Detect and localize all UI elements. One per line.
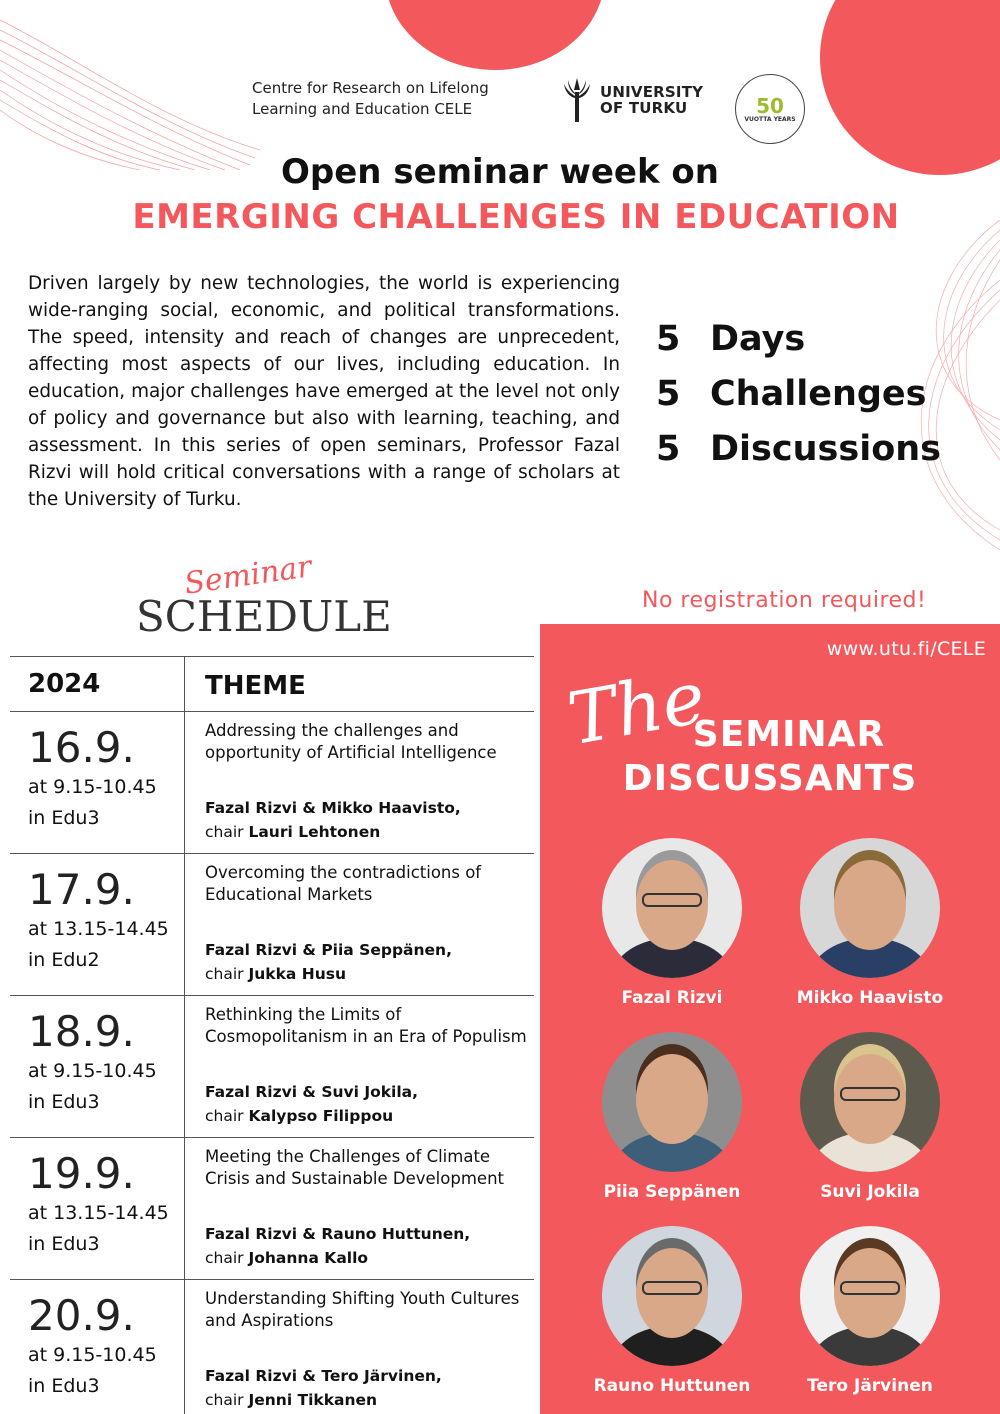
discussant-card (770, 838, 970, 1008)
discussant-card (572, 838, 772, 1008)
session-room: in Edu3 (28, 1091, 100, 1113)
website-link[interactable]: www.utu.fi/CELE (826, 638, 986, 660)
session-room: in Edu2 (28, 949, 100, 971)
session-date: 18.9. (28, 1007, 135, 1056)
column-header-theme: THEME (205, 671, 306, 701)
panel-heading-line1: SEMINAR (692, 714, 886, 755)
session-date: 20.9. (28, 1291, 135, 1340)
table-header (10, 656, 534, 712)
intro-paragraph: Driven largely by new technologies, the world is experiencing wide-ranging social, economic, and political transformations. The speed, intensity and reach of changes are unprecedent, affecting most aspects of our lives, including education. In education, major challenges have emerged at the level not only of policy and governance but also with learning, teaching, and assessment. In this series of open seminars, Professor Fazal Rizvi will hold critical conversations with a range of scholars at the University of Turku. (28, 273, 620, 510)
discussant-card (770, 1032, 970, 1202)
session-chair: chair Johanna Kallo (205, 1249, 369, 1267)
highlight-item: 5 Challenges (656, 374, 927, 414)
session-chair: chair Jenni Tikkanen (205, 1391, 378, 1409)
discussant-card (572, 1226, 772, 1396)
highlight-item: 5 Days (656, 319, 806, 359)
decorative-circle (820, 0, 1000, 175)
avatar (602, 838, 742, 978)
session-speakers: Fazal Rizvi & Piia Seppänen, (205, 941, 452, 959)
discussants-panel (540, 624, 1000, 1414)
discussant-name: Tero Järvinen (807, 1376, 933, 1396)
session-details (185, 1280, 534, 1414)
session-time: at 9.15-10.45 (28, 776, 157, 798)
org-name (252, 78, 489, 120)
highlight-item: 5 Discussions (656, 429, 942, 469)
session-theme: Meeting the Challenges of Climate Crisis and Sustainable Development (205, 1147, 504, 1188)
university-logo (562, 78, 703, 122)
session-date: 17.9. (28, 865, 135, 914)
table-row (10, 1280, 534, 1414)
session-when (10, 712, 185, 853)
session-time: at 9.15-10.45 (28, 1060, 157, 1082)
session-theme: Overcoming the contradictions of Educational Markets (205, 863, 482, 904)
avatar (602, 1226, 742, 1366)
schedule-heading: SCHEDULE (136, 592, 392, 641)
session-date: 19.9. (28, 1149, 135, 1198)
session-time: at 9.15-10.45 (28, 1344, 157, 1366)
session-date: 16.9. (28, 723, 135, 772)
org-name-line1: Centre for Research on Lifelong (252, 79, 489, 97)
schedule-table (10, 656, 534, 1414)
discussant-card (572, 1032, 772, 1202)
table-row (10, 712, 534, 854)
session-when (10, 854, 185, 995)
avatar (800, 838, 940, 978)
session-when (10, 1280, 185, 1414)
session-details (185, 996, 534, 1137)
torch-icon (562, 78, 592, 122)
session-time: at 13.15-14.45 (28, 1202, 169, 1224)
page-title: Open seminar week on (280, 152, 719, 192)
session-chair: chair Kalypso Filippou (205, 1107, 394, 1125)
table-row (10, 1138, 534, 1280)
session-theme: Understanding Shifting Youth Cultures and Aspirations (205, 1289, 520, 1330)
table-row (10, 996, 534, 1138)
avatar (602, 1032, 742, 1172)
discussant-card (770, 1226, 970, 1396)
session-when (10, 996, 185, 1137)
session-speakers: Fazal Rizvi & Rauno Huttunen, (205, 1225, 471, 1243)
schedule-script-word: Seminar (182, 549, 314, 602)
session-details (185, 854, 534, 995)
session-details (185, 1138, 534, 1279)
session-room: in Edu3 (28, 1233, 100, 1255)
session-when (10, 1138, 185, 1279)
page-subtitle: EMERGING CHALLENGES IN EDUCATION (132, 197, 900, 237)
session-theme: Addressing the challenges and opportunity of Artificial Intelligence (205, 721, 497, 762)
panel-script-word: The (561, 654, 712, 762)
highlights-list (656, 312, 941, 477)
session-speakers: Fazal Rizvi & Suvi Jokila, (205, 1083, 419, 1101)
session-chair: chair Lauri Lehtonen (205, 823, 381, 841)
session-time: at 13.15-14.45 (28, 918, 169, 940)
panel-heading-line2: DISCUSSANTS (622, 758, 918, 799)
discussant-name: Mikko Haavisto (796, 988, 944, 1008)
discussant-name: Rauno Huttunen (593, 1376, 751, 1396)
session-theme: Rethinking the Limits of Cosmopolitanism in an Era of Populism (205, 1005, 527, 1046)
anniversary-badge: 50 VUOTTA YEARS (735, 74, 805, 144)
discussant-name: Piia Seppänen (603, 1182, 741, 1202)
session-details (185, 712, 534, 853)
discussant-name: Suvi Jokila (820, 1182, 920, 1202)
column-header-year: 2024 (10, 657, 185, 711)
session-speakers: Fazal Rizvi & Tero Järvinen, (205, 1367, 442, 1385)
decorative-circle (385, 0, 605, 70)
session-chair: chair Jukka Husu (205, 965, 347, 983)
avatar (800, 1226, 940, 1366)
decorative-wave-lines (0, 0, 260, 170)
avatar (800, 1032, 940, 1172)
table-row (10, 854, 534, 996)
no-registration-note: No registration required! (642, 588, 927, 613)
university-name: UNIVERSITY OF TURKU (600, 83, 704, 117)
discussant-name: Fazal Rizvi (621, 988, 723, 1008)
session-speakers: Fazal Rizvi & Mikko Haavisto, (205, 799, 461, 817)
session-room: in Edu3 (28, 1375, 100, 1397)
org-name-line2: Learning and Education CELE (252, 100, 473, 118)
session-room: in Edu3 (28, 807, 100, 829)
